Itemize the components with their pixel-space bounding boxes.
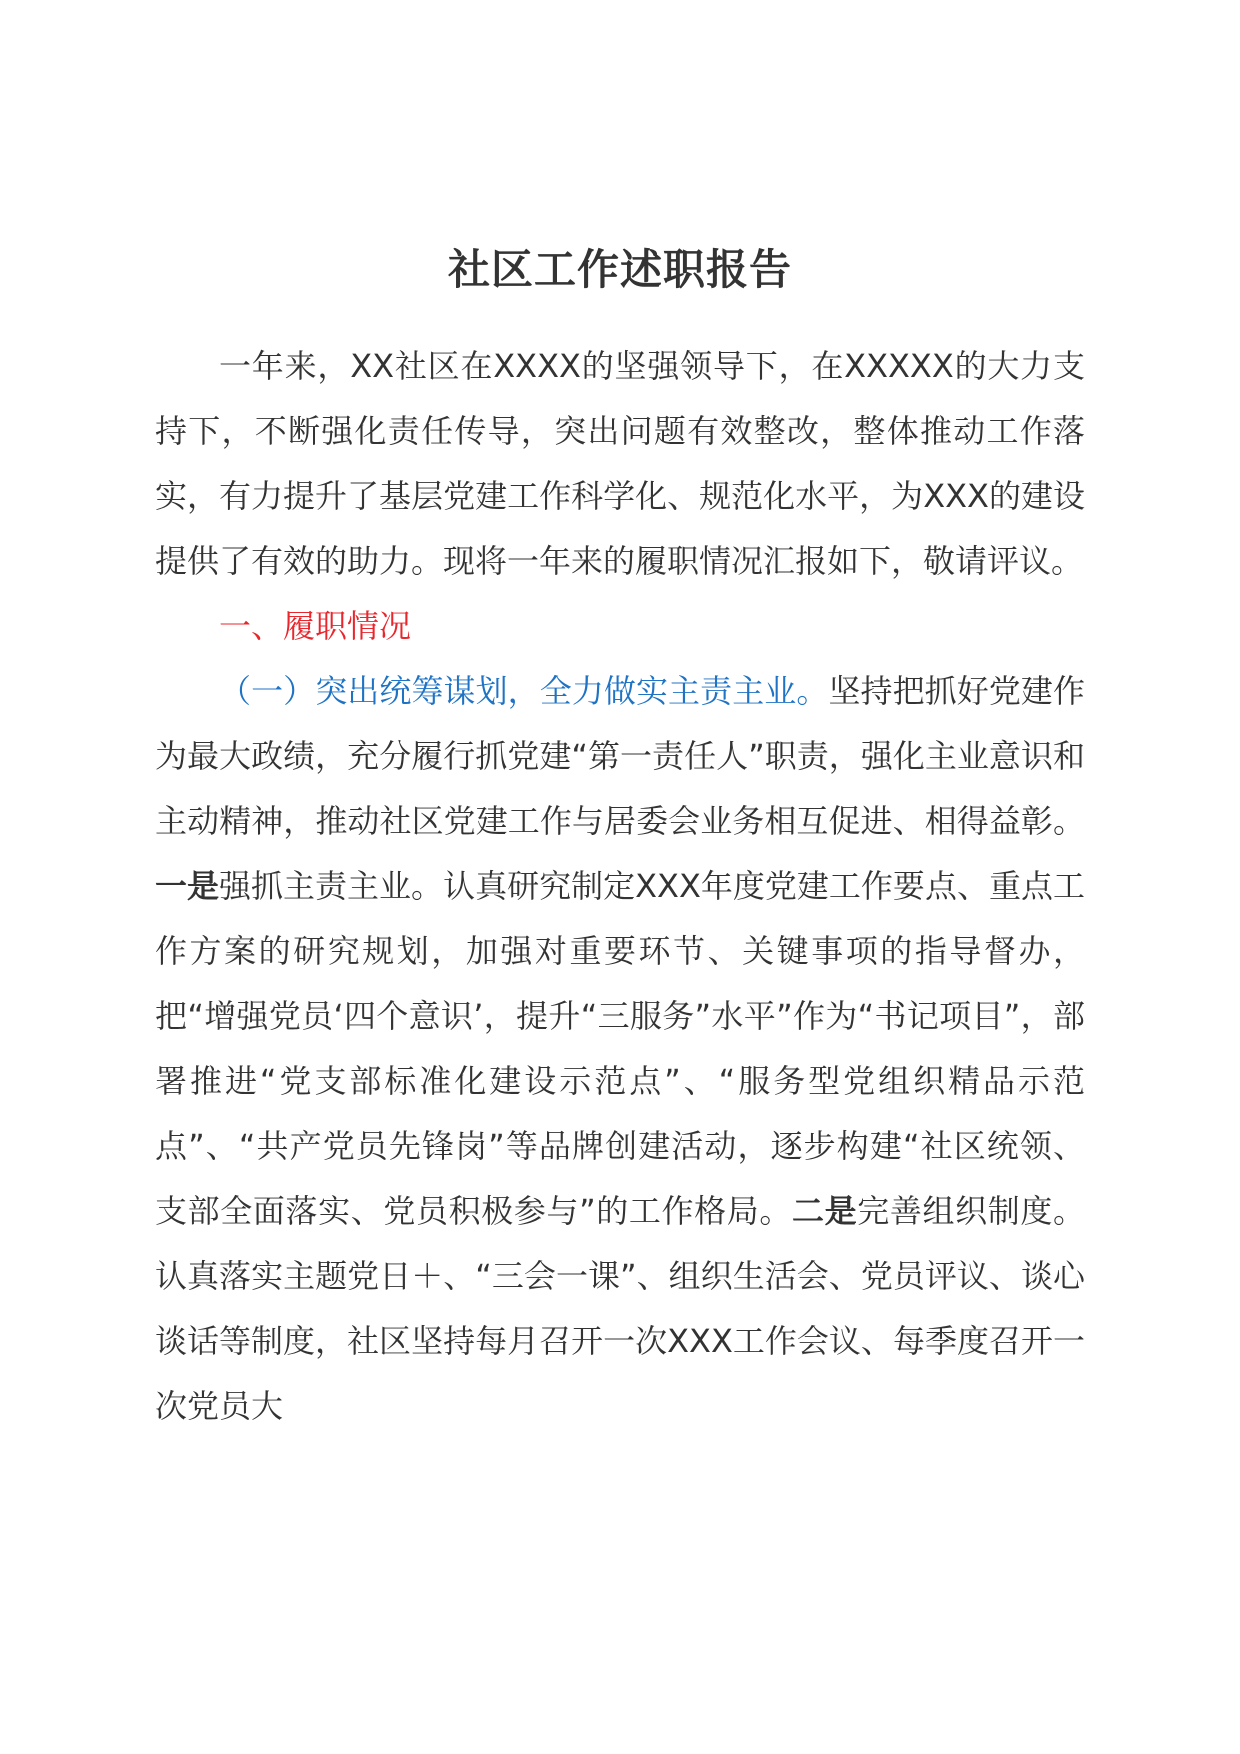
subsection-heading: （一）突出统筹谋划，全力做实主责主业。 [219, 672, 829, 710]
document-title: 社区工作述职报告 [447, 245, 792, 294]
section-heading: 一、履职情况 [219, 607, 412, 645]
point-text-2: 完善组织制度。认真落实主题党日＋、“三会一课”、组织生活会、党员评议、谈心谈话等制度，社区坚持每月召开一次XXX工作会议、每季度召开一次党员大 [155, 1192, 1085, 1425]
point-text-1: 强抓主责主业。认真研究制定XXX年度党建工作要点、重点工作方案的研究规划，加强对重要环节、关键事项的指导督办，把“增强党员‘四个意识’，提升“三服务”水平”作为“书记项目”，部署推进“党支部标准化建设示范点”、“服务型党组织精品示范点”、“共产党员先锋岗”等品牌创建活动，逐步构建“社区统领、支部全面落实、党员积极参与”的工作格局。 [155, 867, 1085, 1230]
point-label-1: 一是 [155, 867, 220, 905]
intro-paragraph: 一年来，XX社区在XXXX的坚强领导下，在XXXXX的大力支持下，不断强化责任传导，突出问题有效整改，整体推动工作落实，有力提升了基层党建工作科学化、规范化水平，为XXX的建设提供了有效的助力。现将一年来的履职情况汇报如下，敬请评议。 [155, 347, 1085, 580]
subsection-text: 坚持把抓好党建作为最大政绩，充分履行抓党建“第一责任人”职责，强化主业意识和主动精神，推动社区党建工作与居委会业务相互促进、相得益彰。 [155, 672, 1085, 840]
subsection-paragraph [155, 659, 1085, 1439]
document-body [155, 334, 1085, 1439]
point-label-2: 二是 [792, 1192, 858, 1230]
